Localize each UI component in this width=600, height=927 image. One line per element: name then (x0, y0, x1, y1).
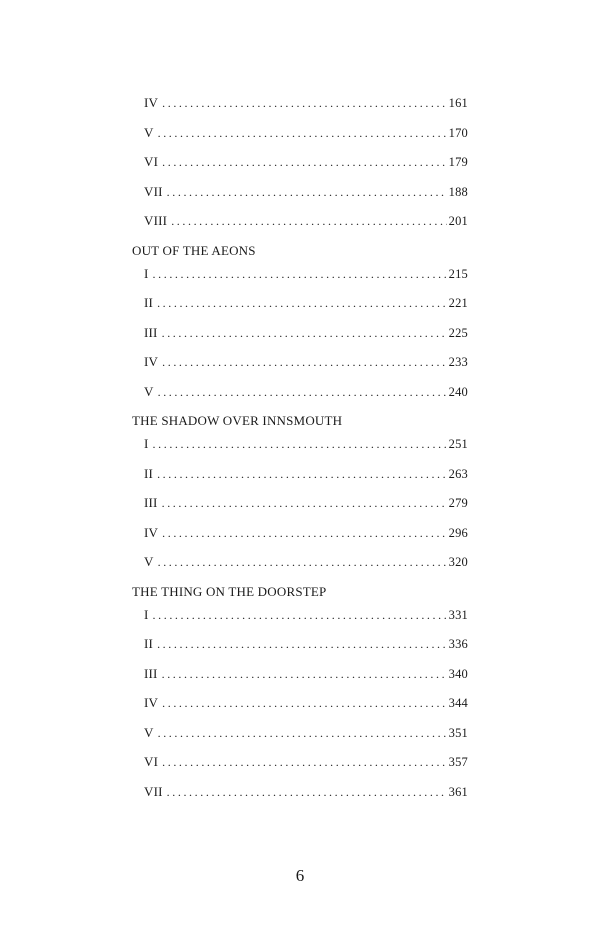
dot-leader (157, 293, 447, 314)
chapter-number: VI (144, 754, 159, 769)
chapter-number: III (144, 665, 158, 681)
dot-leader (162, 352, 447, 373)
dot-leader (162, 752, 447, 773)
dot-leader (162, 323, 447, 344)
chapter-number: II (144, 465, 154, 481)
page-number: 357 (448, 755, 468, 769)
story-title[interactable]: THE THING ON THE DOORSTEP (132, 583, 327, 599)
chapter-number: IV (144, 354, 159, 369)
page-number: 201 (448, 214, 468, 228)
dot-leader (171, 211, 446, 232)
story-title[interactable]: OUT OF THE AEONS (132, 242, 256, 258)
dot-leader (157, 464, 447, 485)
page-number: 221 (448, 296, 468, 310)
dot-leader (162, 693, 447, 714)
page-number: 179 (448, 155, 468, 169)
chapter-number: V (144, 124, 154, 140)
dot-leader (162, 664, 447, 685)
dot-leader (153, 434, 447, 455)
chapter-number: I (144, 265, 149, 281)
toc-entry[interactable] (144, 463, 468, 493)
chapter-number: II (144, 295, 154, 310)
page-number: 263 (448, 466, 468, 481)
toc-entry[interactable] (144, 181, 468, 211)
page-number: 188 (448, 184, 468, 199)
chapter-number: IV (144, 524, 159, 540)
chapter-number: V (144, 724, 154, 740)
page-number: 233 (448, 355, 468, 369)
toc-entry[interactable] (144, 292, 468, 322)
dot-leader (162, 523, 447, 544)
toc-entry[interactable] (144, 551, 468, 581)
page-number: 170 (448, 125, 468, 140)
toc-entry[interactable] (144, 433, 468, 463)
chapter-number: IV (144, 95, 159, 110)
page-number: 331 (448, 607, 468, 622)
toc-group (132, 92, 468, 240)
toc-group (132, 581, 468, 811)
dot-leader (153, 264, 447, 285)
page-number: 215 (448, 266, 468, 281)
chapter-number: III (144, 495, 158, 510)
page-number: 225 (448, 325, 468, 340)
toc-entry[interactable] (144, 633, 468, 663)
story-title[interactable]: THE SHADOW OVER INNSMOUTH (132, 413, 343, 428)
page-number: 336 (448, 637, 468, 651)
toc-entry[interactable] (144, 781, 468, 811)
chapter-number: V (144, 554, 154, 569)
toc-entry[interactable] (144, 522, 468, 552)
page-number: 320 (448, 555, 468, 569)
toc-entry[interactable] (144, 322, 468, 352)
toc-entry[interactable] (144, 151, 468, 181)
chapter-number: II (144, 636, 154, 651)
dot-leader (158, 123, 447, 144)
chapter-number: VI (144, 154, 159, 169)
page-number: 240 (448, 384, 468, 399)
toc-group (132, 410, 468, 581)
toc-group (132, 240, 468, 411)
page-number: 251 (448, 437, 468, 451)
chapter-number: VII (144, 183, 163, 199)
dot-leader (162, 152, 447, 173)
dot-leader (153, 605, 447, 626)
page-number: 340 (448, 666, 468, 681)
toc-entry[interactable] (144, 122, 468, 152)
toc-entry[interactable] (144, 492, 468, 522)
page-number: 296 (448, 525, 468, 540)
dot-leader (158, 552, 447, 573)
toc-entry[interactable] (144, 381, 468, 411)
toc-entry[interactable] (144, 663, 468, 693)
dot-leader (162, 493, 447, 514)
toc-entry[interactable] (144, 92, 468, 122)
toc-entry[interactable] (144, 751, 468, 781)
page-number: 344 (448, 696, 468, 710)
page-number: 161 (448, 96, 468, 110)
table-of-contents (132, 92, 468, 810)
page-number: 361 (448, 784, 468, 799)
dot-leader (158, 723, 447, 744)
toc-entry[interactable] (144, 210, 468, 240)
chapter-number: I (144, 436, 149, 451)
chapter-number: I (144, 606, 149, 622)
chapter-number: III (144, 324, 158, 340)
dot-leader (167, 182, 447, 203)
dot-leader (158, 382, 447, 403)
toc-entry[interactable] (144, 604, 468, 634)
chapter-number: VIII (144, 213, 168, 228)
chapter-number: IV (144, 695, 159, 710)
dot-leader (157, 634, 447, 655)
page-number: 351 (448, 725, 468, 740)
chapter-number: VII (144, 783, 163, 799)
page-folio: 6 (295, 866, 305, 885)
chapter-number: V (144, 383, 154, 399)
toc-entry[interactable] (144, 263, 468, 293)
toc-entry[interactable] (144, 692, 468, 722)
toc-entry[interactable] (144, 722, 468, 752)
dot-leader (162, 93, 447, 114)
toc-entry[interactable] (144, 351, 468, 381)
dot-leader (167, 782, 447, 803)
page-number: 279 (448, 496, 468, 510)
